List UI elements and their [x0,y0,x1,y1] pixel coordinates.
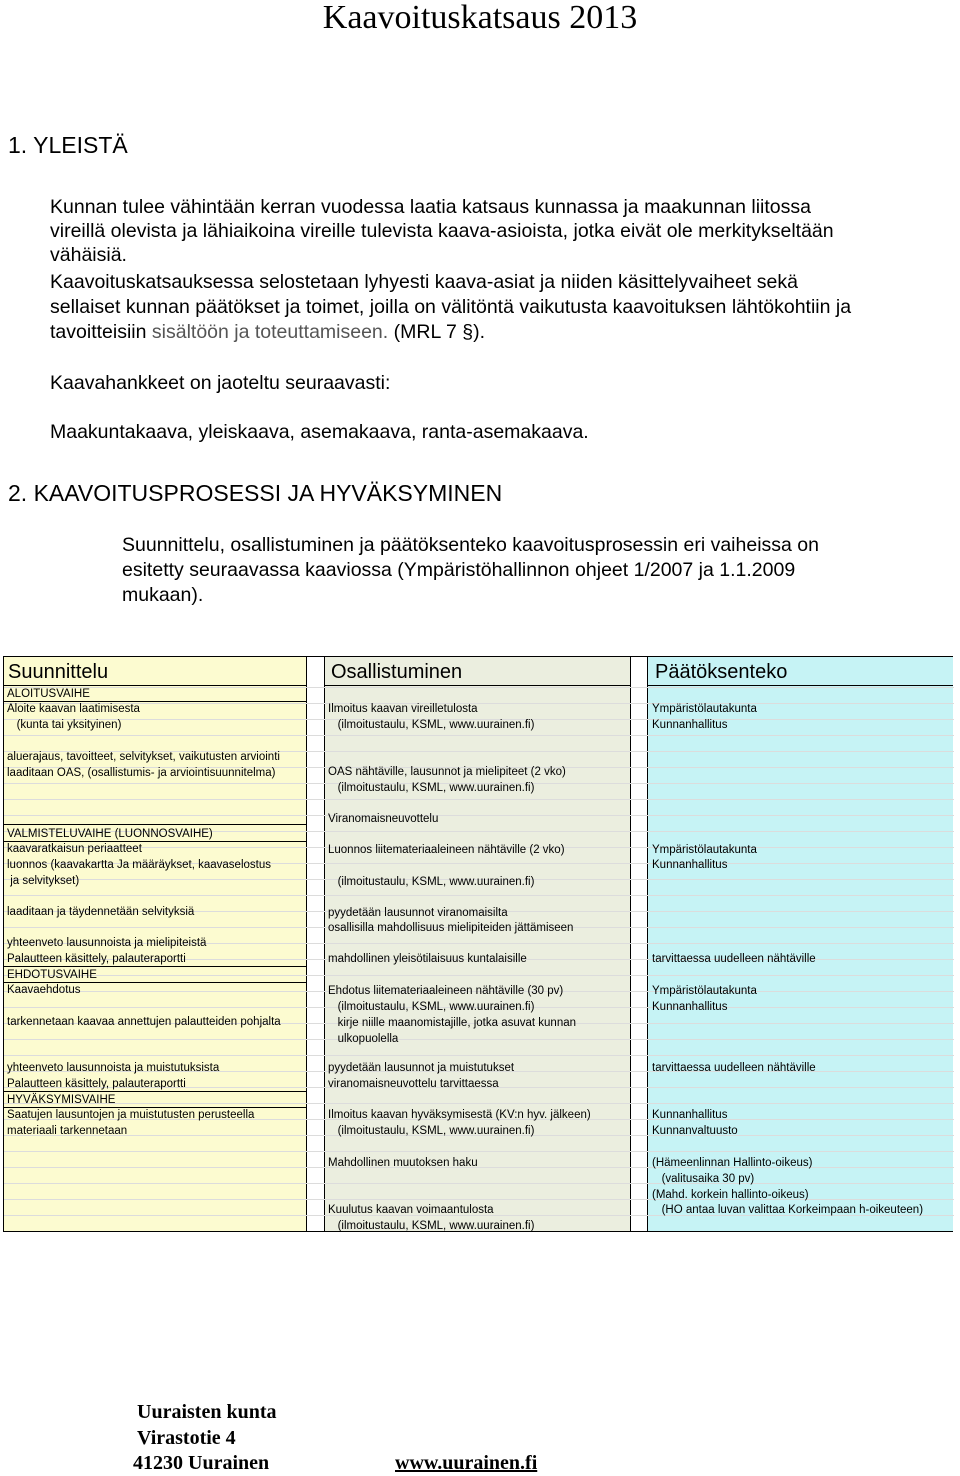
line6-part-c: (MRL 7 §). [388,321,485,343]
plan-cell: Kaavaehdotus [7,984,81,996]
phase-label: VALMISTELUVAIHE (LUONNOSVAIHE) [7,828,213,840]
section1-para-2: Kaavahankkeet on jaoteltu seuraavasti: [50,372,391,394]
participation-cell: Ehdotus liitemateriaaleineen nähtäville (30 pv) [328,985,564,997]
decision-cell: Kunnanhallitus [652,719,728,731]
grid-line [4,799,954,800]
grid-line [4,687,954,688]
grid-line [4,1103,954,1104]
plan-cell: (kunta tai yksityinen) [7,719,122,731]
plan-cell: yhteenveto lausunnoista ja muistutuksista [7,1062,220,1074]
section1-line-1: Kunnan tulee vähintään kerran vuodessa laatia katsaus kunnassa ja maakunnan liitossa [50,196,811,218]
plan-cell: kaavaratkaisun periaatteet [7,843,142,855]
decision-cell: Kunnanhallitus [652,1001,728,1013]
column-gap-1 [307,657,324,1231]
process-chart [3,656,953,1232]
phase-rule [4,966,307,967]
grid-line [4,1199,954,1200]
participation-cell: (ilmoitustaulu, KSML, www.uurainen.fi) [328,1220,535,1232]
grid-line [4,1055,954,1056]
column-osallistuminen [324,657,631,1231]
header-paatoksenteko: Päätöksenteko [655,661,788,683]
participation-cell: (ilmoitustaulu, KSML, www.uurainen.fi) [328,876,535,888]
decision-cell: tarvittaessa uudelleen nähtäville [652,1062,816,1074]
line6-part-a: tavoitteisiin [50,321,152,343]
section1-line-6 [50,320,485,344]
section1-line-5: sellaiset kunnan päätökset ja toimet, joilla on välitöntä vaikutusta kaavoituksen lähtökohtiin ja [50,296,852,318]
line6-part-b: sisältöön ja toteuttamiseen. [151,321,389,343]
decision-cell: Kunnanhallitus [652,1109,728,1121]
participation-cell: OAS nähtäville, lausunnot ja mielipiteet (2 vko) [328,766,566,778]
phase-rule [4,1091,307,1092]
decision-cell: Ympäristölautakunta [652,844,757,856]
plan-cell: luonnos (kaavakartta Ja määräykset, kaavaselostus [7,859,271,871]
decision-cell: (HO antaa luvan valittaa Korkeimpaan h-oikeuteen) [652,1204,924,1216]
grid-line [4,703,954,704]
decision-cell: Kunnanvaltuusto [652,1125,738,1137]
participation-cell: Mahdollinen muutoksen haku [328,1157,478,1169]
decision-cell: (Mahd. korkein hallinto-oikeus) [652,1189,809,1201]
plan-cell: laaditaan ja täydennetään selvityksiä [7,906,195,918]
footer-org-name: Uuraisten kunta [137,1401,277,1423]
phase-label: EHDOTUSVAIHE [7,969,97,981]
plan-cell: yhteenveto lausunnoista ja mielipiteistä [7,937,207,949]
plan-cell: ja selvitykset) [7,875,80,887]
decision-cell: Ympäristölautakunta [652,703,757,715]
grid-line [4,815,954,816]
section1-para-3: Maakuntakaava, yleiskaava, asemakaava, ranta-asemakaava. [50,421,589,443]
section1-line-2: vireillä olevista ja lähiaikoina vireille tulevista kaava-asioista, jotka eivät ole merkitykseltään [50,220,834,242]
decision-cell: Kunnanhallitus [652,859,728,871]
decision-cell: Ympäristölautakunta [652,985,757,997]
participation-cell: (ilmoitustaulu, KSML, www.uurainen.fi) [328,1125,535,1137]
participation-cell: osallisilla mahdollisuus mielipiteiden jättämiseen [328,922,574,934]
header-rule-3 [647,685,953,686]
participation-cell: Ilmoitus kaavan hyväksymisestä (KV:n hyv. jälkeen) [328,1109,591,1121]
page-title: Kaavoituskatsaus 2013 [322,0,638,36]
phase-rule [4,824,307,825]
plan-cell: laaditaan OAS, (osallistumis- ja arviointisuunnitelma) [7,767,276,779]
participation-cell: pyydetään lausunnot ja muistutukset [328,1062,515,1074]
plan-cell: Aloite kaavan laatimisesta [7,703,140,715]
participation-cell: ulkopuolella [328,1033,399,1045]
phase-label: ALOITUSVAIHE [7,688,90,700]
decision-cell: (Hämeenlinnan Hallinto-oikeus) [652,1157,813,1169]
plan-cell: Palautteen käsittely, palauteraportti [7,953,186,965]
section2-line-1: Suunnittelu, osallistuminen ja päätöksenteko kaavoitusprosessin eri vaiheissa on [122,534,819,556]
section2-line-3: mukaan). [122,584,204,606]
decision-cell: tarvittaessa uudelleen nähtäville [652,953,816,965]
phase-label: HYVÄKSYMISVAIHE [7,1094,116,1106]
grid-line [4,1183,954,1184]
header-rule-1 [4,685,307,686]
participation-cell: kirje niille maanomistajille, jotka asuvat kunnan [328,1017,577,1029]
header-suunnittelu: Suunnittelu [8,661,109,683]
participation-cell: (ilmoitustaulu, KSML, www.uurainen.fi) [328,1001,535,1013]
participation-cell: Viranomaisneuvottelu [328,813,439,825]
decision-cell: (valitusaika 30 pv) [652,1173,755,1185]
column-paatoksenteko [647,657,953,1231]
plan-cell: Palautteen käsittely, palauteraportti [7,1078,186,1090]
footer-street: Virastotie 4 [137,1427,236,1449]
grid-line [4,975,954,976]
header-osallistuminen: Osallistuminen [331,661,463,683]
footer-website-link[interactable]: www.uurainen.fi [395,1452,538,1474]
section1-heading: 1. YLEISTÄ [8,132,128,158]
participation-cell: Ilmoitus kaavan vireilletulosta [328,703,478,715]
participation-cell: (ilmoitustaulu, KSML, www.uurainen.fi) [328,782,535,794]
section1-line-3: vähäisiä. [50,244,127,266]
grid-line [4,1151,954,1152]
plan-cell: materiaali tarkennetaan [7,1125,128,1137]
header-rule-2 [324,685,631,686]
grid-line [4,1039,954,1040]
participation-cell: Kuulutus kaavan voimaantulosta [328,1204,494,1216]
participation-cell: (ilmoitustaulu, KSML, www.uurainen.fi) [328,719,535,731]
participation-cell: pyydetään lausunnot viranomaisilta [328,907,508,919]
column-gap-2 [631,657,647,1231]
plan-cell: Saatujen lausuntojen ja muistutusten perusteella [7,1109,255,1121]
participation-cell: Luonnos liitemateriaaleineen nähtäville (2 vko) [328,844,565,856]
plan-cell: tarkennetaan kaavaa annettujen palautteiden pohjalta [7,1016,281,1028]
section2-line-2: esitetty seuraavassa kaaviossa (Ympäristöhallinnon ohjeet 1/2007 ja 1.1.2009 [122,559,796,581]
plan-cell: aluerajaus, tavoitteet, selvitykset, vaikutusten arviointi [7,751,280,763]
participation-cell: viranomaisneuvottelu tarvittaessa [328,1078,499,1090]
section2-heading: 2. KAAVOITUSPROSESSI JA HYVÄKSYMINEN [8,480,503,506]
participation-cell: mahdollinen yleisötilaisuus kuntalaisille [328,953,527,965]
grid-line [4,735,954,736]
grid-line [4,895,954,896]
section1-line-4: Kaavoituskatsauksessa selostetaan lyhyesti kaava-asiat ja niiden käsittelyvaiheet sekä [50,271,798,293]
footer-postal: 41230 Uurainen [133,1452,270,1474]
